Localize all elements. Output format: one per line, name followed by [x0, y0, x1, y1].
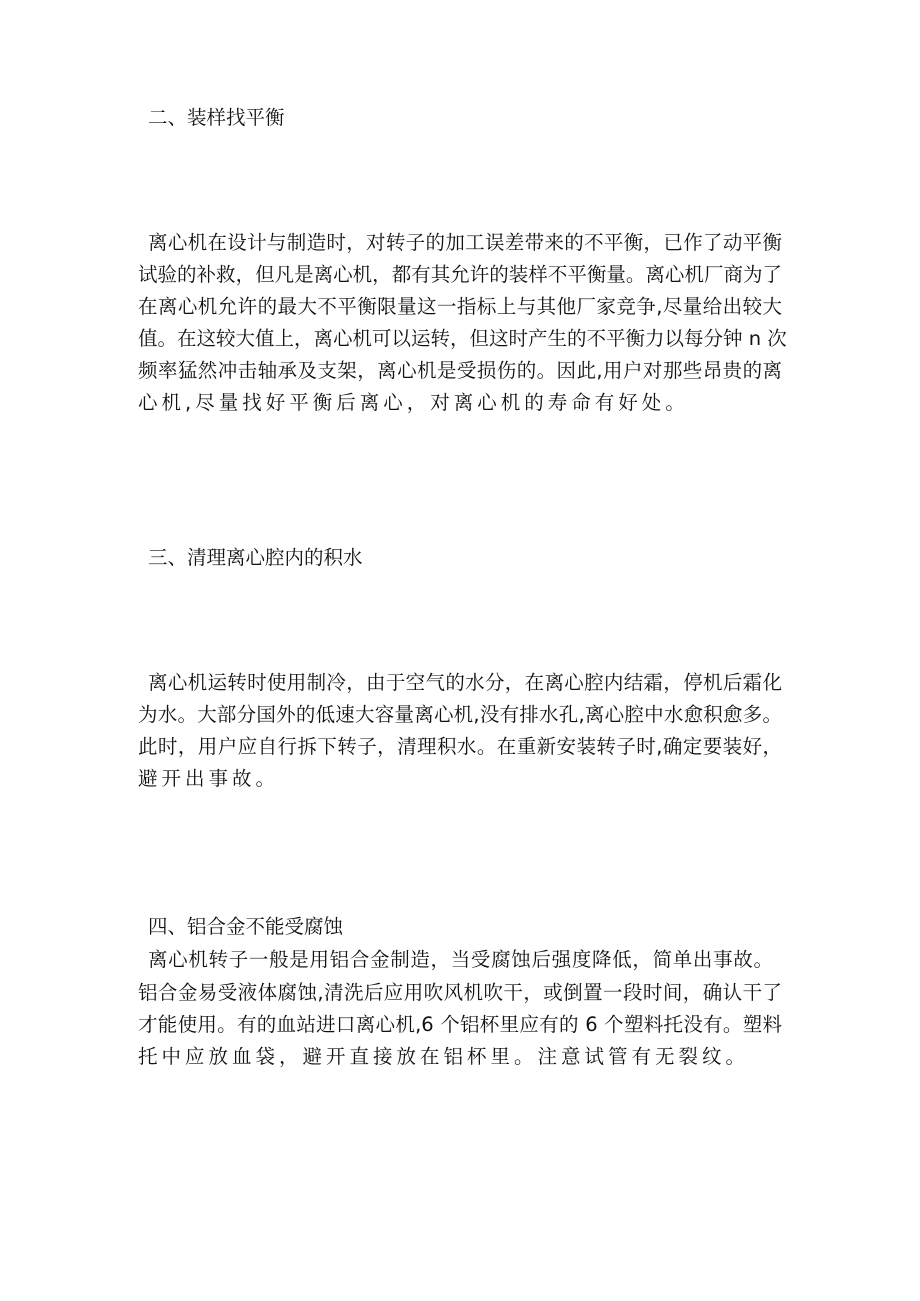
- paragraph-line: 值。在这较大值上，离心机可以运转，但这时产生的不平衡力以每分钟 n 次: [138, 327, 787, 350]
- paragraph-line: 频率猛然冲击轴承及支架，离心机是受损伤的。因此,用户对那些昂贵的离: [138, 359, 782, 382]
- paragraph-line: 在离心机允许的最大不平衡限量这一指标上与其他厂家竞争,尽量给出较大: [138, 295, 782, 318]
- paragraph-line: 离心机运转时使用制冷，由于空气的水分，在离心腔内结霜，停机后霜化: [148, 671, 782, 694]
- section-heading: 四、铝合金不能受腐蚀: [148, 915, 344, 938]
- paragraph-line: 试验的补救，但凡是离心机，都有其允许的装样不平衡量。离心机厂商为了: [138, 263, 782, 286]
- paragraph-line: 才能使用。有的血站进口离心机,6 个铝杯里应有的 6 个塑料托没有。塑料: [138, 1013, 782, 1036]
- paragraph-line: 心机,尽量找好平衡后离心，对离心机的寿命有好处。: [138, 391, 689, 414]
- paragraph-line: 铝合金易受液体腐蚀,清洗后应用吹风机吹干，或倒置一段时间，确认干了: [138, 981, 782, 1004]
- section-heading: 二、装样找平衡: [148, 106, 285, 129]
- section-heading: 三、清理离心腔内的积水: [148, 546, 363, 569]
- paragraph-line: 避开出事故。: [138, 767, 280, 790]
- paragraph-line: 为水。大部分国外的低速大容量离心机,没有排水孔,离心腔中水愈积愈多。: [138, 703, 782, 726]
- paragraph-line: 离心机转子一般是用铝合金制造，当受腐蚀后强度降低，简单出事故。: [148, 948, 773, 971]
- paragraph-line: 此时，用户应自行拆下转子，清理积水。在重新安装转子时,确定要装好，: [138, 735, 782, 758]
- paragraph-line: 离心机在设计与制造时，对转子的加工误差带来的不平衡，已作了动平衡: [148, 231, 782, 254]
- paragraph-line: 托中应放血袋，避开直接放在铝杯里。注意试管有无裂纹。: [138, 1045, 750, 1068]
